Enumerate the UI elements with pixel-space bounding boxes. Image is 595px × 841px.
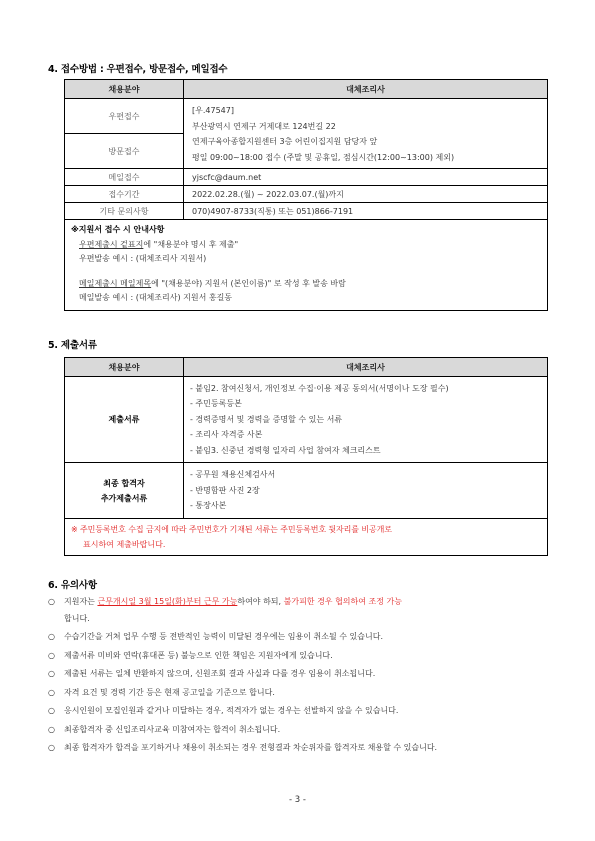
mail-submission-rule: 에 "(채용분야) 지원서 (본인이름)" 로 작성 후 발송 바람 — [151, 278, 346, 288]
application-notice — [65, 220, 548, 311]
notice-title: ※지원서 접수 시 안내사항 — [71, 225, 165, 234]
table-header-row — [65, 80, 548, 99]
caution-text: 지원자는 — [64, 597, 98, 606]
caution-text: 제출서류 미비와 연락(휴대폰 등) 불능으로 인한 책임은 지원자에게 있습니다. — [64, 650, 333, 660]
circle-bullet-icon: ○ — [48, 669, 55, 678]
list-item: - 붙임2. 참여신청서, 개인정보 수집·이용 제공 동의서(서명이나 도장 필수) — [190, 383, 449, 393]
cautions-list — [48, 594, 538, 759]
circle-bullet-icon: ○ — [48, 687, 55, 697]
circle-bullet-icon: ○ — [48, 743, 55, 752]
list-item — [48, 629, 538, 646]
docs-label: 제출서류 — [65, 377, 184, 463]
caution-text: 응시인원이 모집인원과 같거나 미달하는 경우, 적격자가 없는 경우는 선발하지 않을 수 있습니다. — [64, 706, 399, 715]
list-item: - 경력증명서 및 경력을 증명할 수 있는 서류 — [190, 414, 343, 424]
postal-submission-rule: 에 "채용분야 명시 후 제출" — [143, 239, 239, 249]
email-label: 메일접수 — [65, 169, 184, 186]
caution-text: 자격 요건 및 경력 기간 등은 현재 공고일을 기준으로 합니다. — [64, 687, 275, 697]
resident-number-warning — [65, 519, 548, 556]
caution-text: 최종합격자 중 신입조리사교육 미참여자는 합격이 취소됩니다. — [64, 724, 281, 734]
list-item — [48, 594, 538, 627]
header-field: 채용분야 — [65, 358, 184, 377]
section-5-title: 5. 제출서류 — [48, 340, 97, 351]
list-item — [48, 648, 538, 665]
docs-list — [184, 377, 548, 463]
caution-text: 합니다. — [64, 613, 90, 623]
warning-line-1: ※ 주민등록번호 수집 금지에 따라 주민번호가 기재된 서류는 주민등록번호 뒷자리를 비공개로 — [71, 525, 392, 534]
warning-line-2: 표시하여 제출바랍니다. — [83, 540, 166, 549]
final-docs-list — [184, 463, 548, 519]
header-value: 대체조리사 — [184, 80, 548, 99]
circle-bullet-icon: ○ — [48, 706, 55, 715]
list-item — [48, 740, 538, 757]
page-number: - 3 - — [289, 795, 306, 805]
list-item: - 붙임3. 신중년 경력형 일자리 사업 참여자 체크리스트 — [190, 445, 381, 455]
address-line: [우.47547] — [192, 106, 234, 115]
final-label-line-1: 최종 합격자 — [103, 478, 145, 488]
final-label-line-2: 추가제출서류 — [100, 493, 148, 503]
list-item — [48, 685, 538, 702]
header-value: 대체조리사 — [184, 358, 548, 377]
list-item: - 통장사본 — [190, 501, 227, 511]
required-documents-table — [64, 357, 548, 556]
period-value: 2022.02.28.(월) ~ 2022.03.07.(월)까지 — [184, 186, 548, 203]
circle-bullet-icon: ○ — [48, 632, 55, 641]
circle-bullet-icon: ○ — [48, 724, 55, 734]
address-line: 연제구육아종합지원센터 3층 어린이집지원 담당자 앞 — [192, 137, 378, 146]
caution-text: 하여야 하되, — [237, 597, 284, 606]
address-line: 부산광역시 연제구 거제대로 124번길 22 — [192, 121, 336, 131]
application-method-table — [64, 79, 548, 311]
header-field: 채용분야 — [65, 80, 184, 99]
caution-text: 최종 합격자가 합격을 포기하거나 채용이 취소되는 경우 전형결과 차순위자를 합격자로 채용할 수 있습니다. — [64, 743, 438, 752]
list-item: - 반명함판 사진 2장 — [190, 485, 260, 495]
inquiry-label: 기타 문의사항 — [65, 203, 184, 220]
mail-submission-note: 메일제출시 메일제목 — [79, 278, 152, 288]
adjustment-highlight: 불가피한 경우 협의하여 조정 가능 — [283, 597, 402, 606]
email-value: yjscfc@daum.net — [184, 169, 548, 186]
postal-label: 우편접수 — [65, 99, 184, 134]
postal-submission-note: 우편제출시 겉표지 — [79, 239, 144, 249]
section-6-title: 6. 유의사항 — [48, 580, 97, 591]
caution-text: 수습기간을 거쳐 업무 수행 등 전반적인 능력이 미달된 경우에는 임용이 취소될 수 있습니다. — [64, 632, 383, 641]
visit-label: 방문접수 — [65, 134, 184, 169]
section-4-title: 4. 접수방법 : 우편접수, 방문접수, 메일접수 — [48, 64, 228, 75]
list-item: - 조리사 자격증 사본 — [190, 430, 263, 440]
circle-bullet-icon: ○ — [48, 597, 55, 606]
list-item — [48, 703, 538, 720]
list-item — [48, 722, 538, 739]
inquiry-value: 070)4907-8733(직통) 또는 051)866-7191 — [184, 203, 548, 220]
list-item: - 공무원 채용신체검사서 — [190, 470, 276, 480]
circle-bullet-icon: ○ — [48, 650, 55, 660]
address-cell — [184, 99, 548, 169]
final-docs-label — [65, 463, 184, 519]
address-line: 평일 09:00~18:00 접수 (주말 및 공휴일, 점심시간(12:00~13:00) 제외) — [192, 152, 455, 162]
mail-example: 메일발송 예시 : (대체조리사) 지원서 홍길동 — [79, 293, 233, 302]
postal-example: 우편발송 예시 : (대체조리사 지원서) — [79, 254, 207, 263]
list-item: - 주민등록등본 — [190, 399, 242, 409]
start-date-highlight: 근무개시일 3월 15일(화)부터 근무 가능 — [97, 597, 238, 606]
caution-text: 제출된 서류는 일체 반환하지 않으며, 신원조회 결과 사실과 다를 경우 임용이 취소됩니다. — [64, 669, 376, 678]
list-item — [48, 666, 538, 683]
period-label: 접수기간 — [65, 186, 184, 203]
